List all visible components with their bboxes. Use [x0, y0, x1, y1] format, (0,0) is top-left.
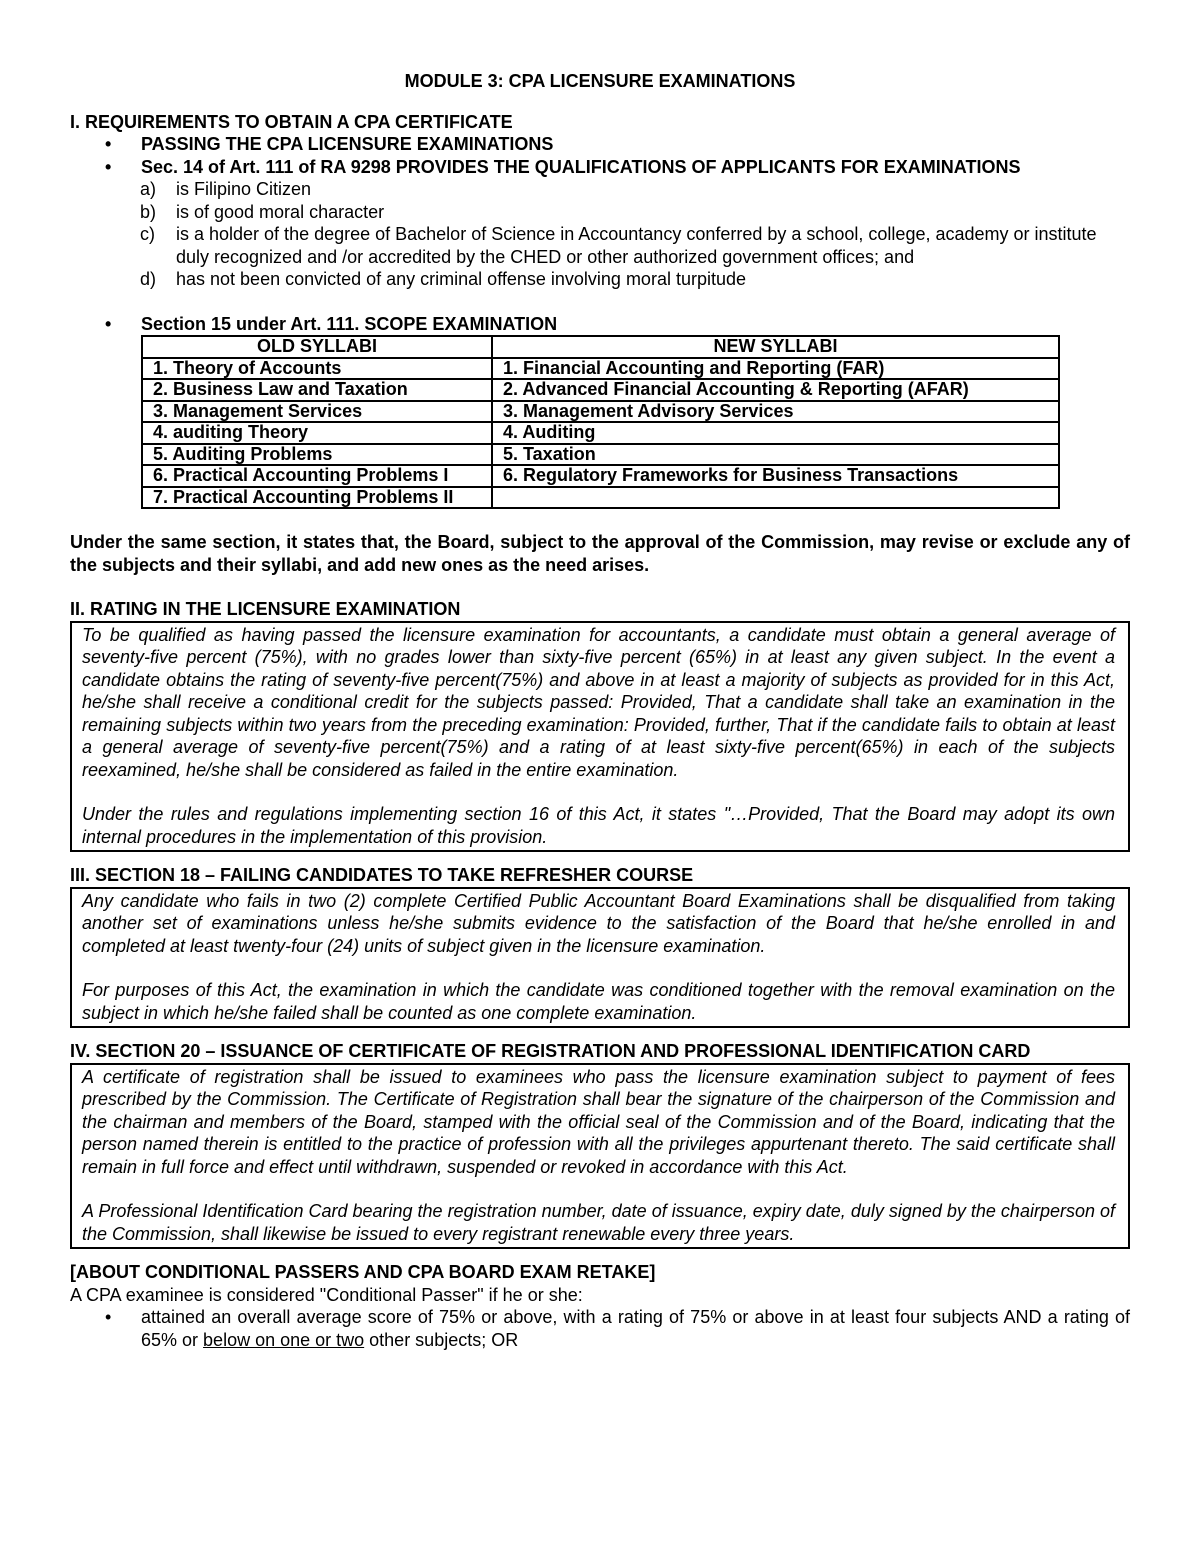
- list-item: [70, 1306, 1130, 1351]
- list-item: [70, 133, 1130, 156]
- table-cell: 5. Auditing Problems: [142, 444, 492, 466]
- table-header-new: NEW SYLLABI: [492, 336, 1059, 358]
- bullet-text: Section 15 under Art. 111. SCOPE EXAMINATION: [141, 313, 558, 334]
- requirements-list: [70, 133, 1130, 178]
- spacer: [70, 1249, 1130, 1261]
- section2-paragraph-1: To be qualified as having passed the licensure examination for accountants, a candidate must obtain a general average of seventy-five percent (75%), with no grades lower than sixty-five percent (65%) in at least any given subject. In the event a candidate obtains the rating of seventy-five percent(75%) and above in at least a majority of subjects as provided for in this Act, he/she shall receive a conditional credit for the subjects passed: Provided, That a candidate shall take an examination in the remaining subjects within two years from the preceding examination: Provided, further, That if the candidate fails to obtain at least a general average of seventy-five percent(75%) and a rating of at least sixty-five percent(65%) in each of the subjects reexamined, he/she shall be considered as failed in the entire examination.: [82, 624, 1115, 780]
- list-item: [70, 156, 1130, 179]
- bullet-icon: •: [105, 313, 112, 334]
- section2-paragraph-2: Under the rules and regulations implementing section 16 of this Act, it states "…Provided, That the Board may adopt its own internal procedures in the implementation of this provision.: [82, 804, 1115, 847]
- underlined-text: below on one or two: [203, 1329, 365, 1350]
- table-row: [142, 422, 1059, 444]
- list-item: [140, 178, 1130, 201]
- bullet-text: PASSING THE CPA LICENSURE EXAMINATIONS: [141, 134, 554, 154]
- spacer: [82, 781, 1115, 803]
- bullet-icon: •: [105, 1307, 112, 1327]
- conditional-passer-list: [70, 1306, 1130, 1351]
- section1-heading: I. REQUIREMENTS TO OBTAIN A CPA CERTIFICATE: [70, 111, 513, 132]
- spacer: [70, 291, 1130, 313]
- table-cell: 6. Regulatory Frameworks for Business Transactions: [492, 465, 1059, 487]
- table-row: [142, 444, 1059, 466]
- table-cell: 5. Taxation: [492, 444, 1059, 466]
- table-cell: 4. auditing Theory: [142, 422, 492, 444]
- bullet-icon: •: [105, 156, 112, 177]
- section4-box: [70, 1063, 1130, 1250]
- bullet-text: Sec. 14 of Art. 111 of RA 9298 PROVIDES THE QUALIFICATIONS OF APPLICANTS FOR EXAMINATIONS: [141, 156, 1021, 177]
- table-row: [142, 487, 1059, 509]
- table-cell: 3. Management Advisory Services: [492, 401, 1059, 423]
- section2-heading: II. RATING IN THE LICENSURE EXAMINATION: [70, 599, 461, 619]
- section4-paragraph-1: A certificate of registration shall be issued to examinees who pass the licensure examination subject to payment of fees prescribed by the Commission. The Certificate of Registration shall bear the signature of the chairperson of the Commission and the chairman and members of the Board, stamped with the official seal of the Commission and of the Board, indicating that the person named therein is entitled to the practice of profession with all the privileges appurtenant thereto. The said certificate shall remain in full force and effect until withdrawn, suspended or revoked in accordance with this Act.: [82, 1066, 1115, 1177]
- list-text: is of good moral character: [176, 201, 385, 222]
- table-cell: 4. Auditing: [492, 422, 1059, 444]
- list-text: has not been convicted of any criminal offense involving moral turpitude: [176, 269, 746, 289]
- table-row: [142, 401, 1059, 423]
- list-item: [140, 223, 1130, 268]
- section2-box: [70, 621, 1130, 853]
- table-cell: 1. Financial Accounting and Reporting (FAR): [492, 358, 1059, 380]
- section5-heading: [ABOUT CONDITIONAL PASSERS AND CPA BOARD EXAM RETAKE]: [70, 1262, 656, 1282]
- bullet-icon: •: [105, 134, 112, 154]
- document-page: [70, 70, 1130, 1351]
- table-cell: 2. Business Law and Taxation: [142, 379, 492, 401]
- list-text-part: other subjects; OR: [364, 1329, 519, 1350]
- list-text: is Filipino Citizen: [176, 179, 312, 199]
- qualifications-list: [70, 178, 1130, 291]
- list-item: [70, 313, 1130, 336]
- section3-box: [70, 887, 1130, 1029]
- section5-intro: A CPA examinee is considered "Conditional Passer" if he or she:: [70, 1284, 583, 1305]
- spacer: [70, 509, 1130, 531]
- spacer: [70, 852, 1130, 864]
- list-item: [140, 268, 1130, 291]
- table-cell: 3. Management Services: [142, 401, 492, 423]
- spacer: [82, 957, 1115, 979]
- table-cell: 7. Practical Accounting Problems II: [142, 487, 492, 509]
- document-title: MODULE 3: CPA LICENSURE EXAMINATIONS: [404, 71, 796, 91]
- section1-note: Under the same section, it states that, the Board, subject to the approval of the Commission, may revise or exclude any of the subjects and their syllabi, and add new ones as the need arises.: [70, 532, 1130, 575]
- list-marker: d): [140, 269, 157, 289]
- table-cell: 1. Theory of Accounts: [142, 358, 492, 380]
- list-text-part: attained an overall average score of 75% or above, with a rating of 75% or above in at least four subjects AND a rating of 65% or: [141, 1307, 1130, 1350]
- list-text: is a holder of the degree of Bachelor of Science in Accountancy conferred by a school, college, academy or institute duly recognized and /or accredited by the CHED or other authorized government offices; and: [176, 224, 1097, 267]
- list-marker: a): [140, 179, 157, 199]
- table-header-row: [142, 336, 1059, 358]
- syllabi-table: [141, 335, 1060, 509]
- section3-heading: III. SECTION 18 – FAILING CANDIDATES TO TAKE REFRESHER COURSE: [70, 865, 694, 885]
- list-marker: b): [140, 201, 157, 222]
- list-marker: c): [140, 224, 155, 244]
- list-item: [140, 201, 1130, 224]
- table-cell: 6. Practical Accounting Problems I: [142, 465, 492, 487]
- table-cell: [492, 487, 1059, 509]
- section4-paragraph-2: A Professional Identification Card bearing the registration number, date of issuance, expiry date, duly signed by the chairperson of the Commission, shall likewise be issued to every registrant renewable every three years.: [82, 1201, 1115, 1244]
- section4-heading: IV. SECTION 20 – ISSUANCE OF CERTIFICATE OF REGISTRATION AND PROFESSIONAL IDENTIFICATION CARD: [70, 1041, 1031, 1061]
- table-cell: 2. Advanced Financial Accounting & Reporting (AFAR): [492, 379, 1059, 401]
- spacer: [70, 1028, 1130, 1040]
- section3-paragraph-2: For purposes of this Act, the examination in which the candidate was conditioned together with the removal examination on the subject in which he/she failed shall be counted as one complete examination.: [82, 980, 1115, 1023]
- section3-paragraph-1: Any candidate who fails in two (2) complete Certified Public Accountant Board Examinations shall be disqualified from taking another set of examinations unless he/she submits evidence to the satisfaction of the Board that he/she enrolled in and completed at least twenty-four (24) units of subject given in the licensure examination.: [82, 890, 1115, 956]
- spacer: [70, 576, 1130, 598]
- table-row: [142, 465, 1059, 487]
- table-header-old: OLD SYLLABI: [142, 336, 492, 358]
- spacer: [82, 1178, 1115, 1200]
- scope-list: [70, 313, 1130, 336]
- table-row: [142, 379, 1059, 401]
- table-row: [142, 358, 1059, 380]
